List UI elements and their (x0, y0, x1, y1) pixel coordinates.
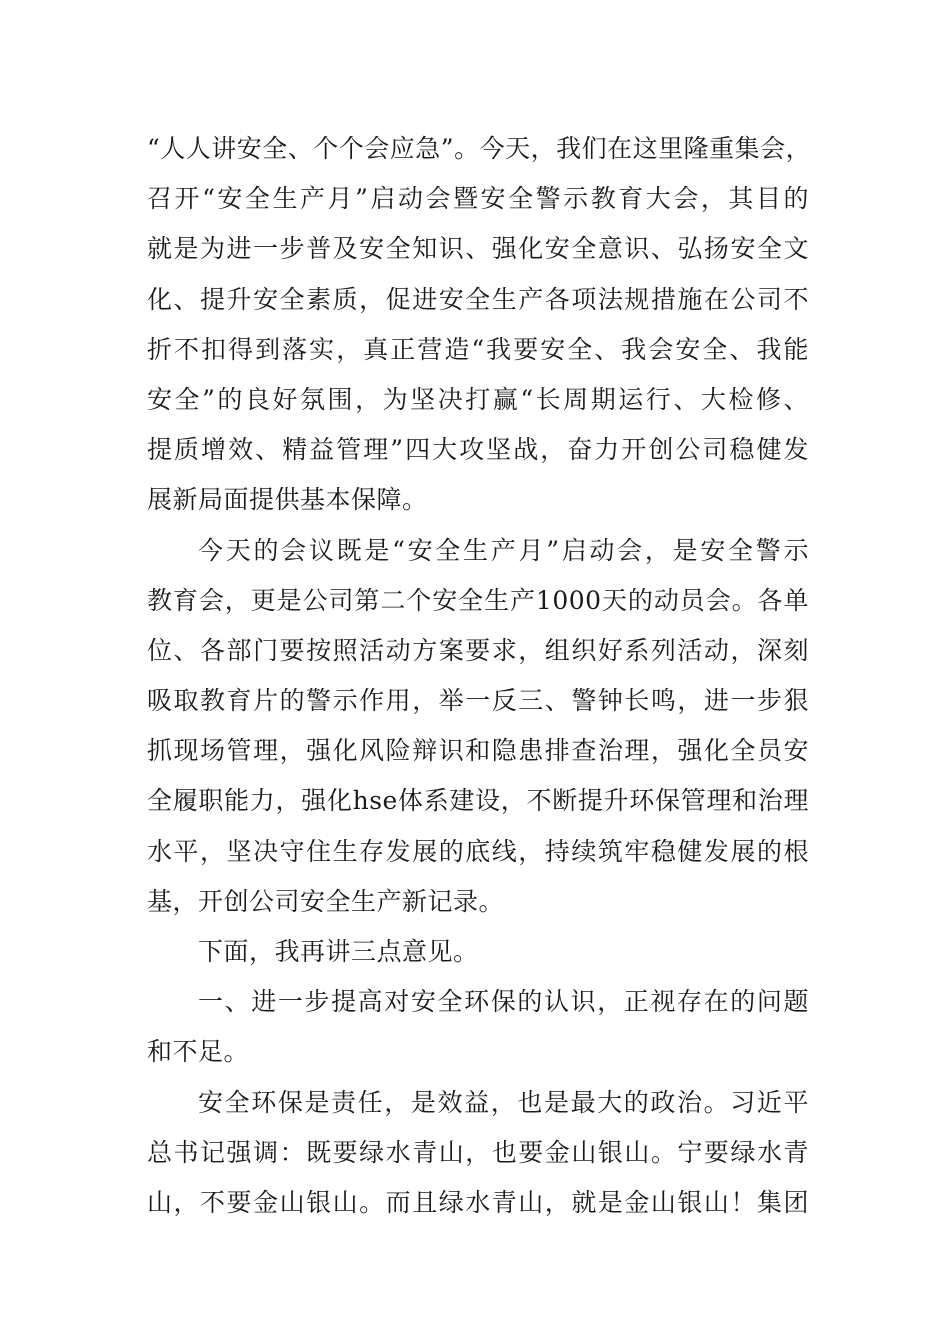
section-heading-1 (147, 977, 809, 1077)
text-line: 一、进一步提高对安全环保的认识，正视存在的问题 (198, 987, 809, 1017)
paragraph-1 (147, 124, 812, 526)
text-line: 化、提升安全素质，促进安全生产各项法规措施在公司不 (147, 284, 809, 314)
text-line: 位、各部门要按照活动方案要求，组织好系列活动，深刻 (147, 635, 809, 665)
text-line: 今天的会议既是“安全生产月”启动会，是安全警示 (198, 535, 809, 565)
text-line: 抓现场管理，强化风险辩识和隐患排查治理，强化全员安 (147, 736, 809, 766)
text-line: 提质增效、精益管理”四大攻坚战，奋力开创公司稳健发 (147, 435, 809, 465)
text-line: 教育会，更是公司第二个安全生产1000天的动员会。各单 (147, 585, 809, 615)
text-line: 展新局面提供基本保障。 (147, 485, 428, 515)
text-line: 全履职能力，强化hse体系建设，不断提升环保管理和治理 (147, 786, 809, 816)
text-line: 总书记强调：既要绿水青山，也要金山银山。宁要绿水青 (147, 1137, 809, 1167)
document-page (147, 124, 812, 1228)
text-line: 就是为进一步普及安全知识、强化安全意识、弘扬安全文 (147, 234, 809, 264)
text-line: 基，开创公司安全生产新记录。 (147, 886, 505, 916)
paragraph-3 (147, 927, 809, 977)
text-line: 吸取教育片的警示作用，举一反三、警钟长鸣，进一步狠 (147, 686, 809, 716)
text-line: 山，不要金山银山。而且绿水青山，就是金山银山！集团 (147, 1187, 809, 1217)
text-line: 安全环保是责任，是效益，也是最大的政治。习近平 (198, 1087, 809, 1117)
paragraph-2 (147, 526, 809, 928)
text-line: 折不扣得到落实，真正营造“我要安全、我会安全、我能 (147, 334, 809, 364)
text-line: 召开“安全生产月”启动会暨安全警示教育大会，其目的 (147, 184, 809, 214)
text-line: 和不足。 (147, 1037, 250, 1067)
text-line: 水平，坚决守住生存发展的底线，持续筑牢稳健发展的根 (147, 836, 809, 866)
text-line: 下面，我再讲三点意见。 (198, 937, 479, 966)
text-line: 安全”的良好氛围，为坚决打赢“长周期运行、大检修、 (147, 384, 809, 414)
paragraph-5 (147, 1078, 809, 1229)
text-line: “人人讲安全、个个会应急”。今天，我们在这里隆重集会， (147, 134, 812, 163)
